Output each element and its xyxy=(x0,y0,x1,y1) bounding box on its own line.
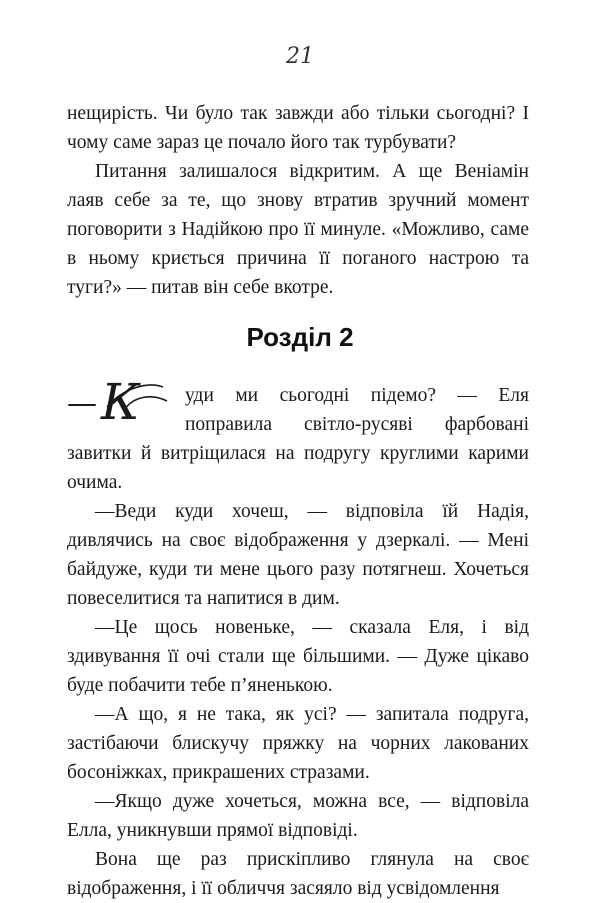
chapter-title: Розділ 2 xyxy=(246,322,354,352)
paragraph: —Веди куди хочеш, — відповіла їй Надія, дивлячись на своє відображення у дзеркалі. — Мені байдуже, куди ти мене цього разу потягнеш. Хочеться повеселитися та напитися в дим. xyxy=(67,501,529,609)
paragraph: —Це щось новеньке, — сказала Еля, і від здивування її очі стали ще більшими. — Дуже цікаво буде побачити тебе п’яненькою. xyxy=(67,617,529,696)
paragraph: уди ми сьогодні підемо? — Еля поправила світло-русяві фарбовані завитки й витріщилася на подругу круглими карими очима. xyxy=(67,385,529,493)
page-number: 21 xyxy=(286,44,314,69)
dropcap-letter: К xyxy=(101,379,140,431)
paragraph: —Якщо дуже хочеться, можна все, — відповіла Елла, уникнувши прямої відповіді. xyxy=(67,791,529,841)
text-block-previous-chapter xyxy=(67,99,529,302)
paragraph: Вона ще раз прискіпливо глянула на своє відображення, і її обличчя засяяло від усвідомлення xyxy=(67,849,529,899)
paragraph: нещирість. Чи було так завжди або тільки сьогодні? І чому саме зараз це почало його так турбувати? xyxy=(67,103,529,153)
decorative-dropcap xyxy=(67,379,185,435)
dropcap-k-icon xyxy=(67,379,185,435)
opening-paragraph xyxy=(67,381,529,497)
text-block-chapter-2 xyxy=(67,381,529,903)
paragraph: Питання залишалося відкритим. А ще Веніамін лаяв себе за те, що знову втратив зручний момент поговорити з Надійкою про її минуле. «Можливо, саме в ньому криється причина її поганого настрою та туги?» — питав він себе вкотре. xyxy=(67,161,529,298)
dropcap-dash: — xyxy=(67,386,97,421)
paragraph: —А що, я не така, як усі? — запитала подруга, застібаючи блискучу пряжку на чорних лакованих босоніжках, прикрашених стразами. xyxy=(67,704,529,783)
